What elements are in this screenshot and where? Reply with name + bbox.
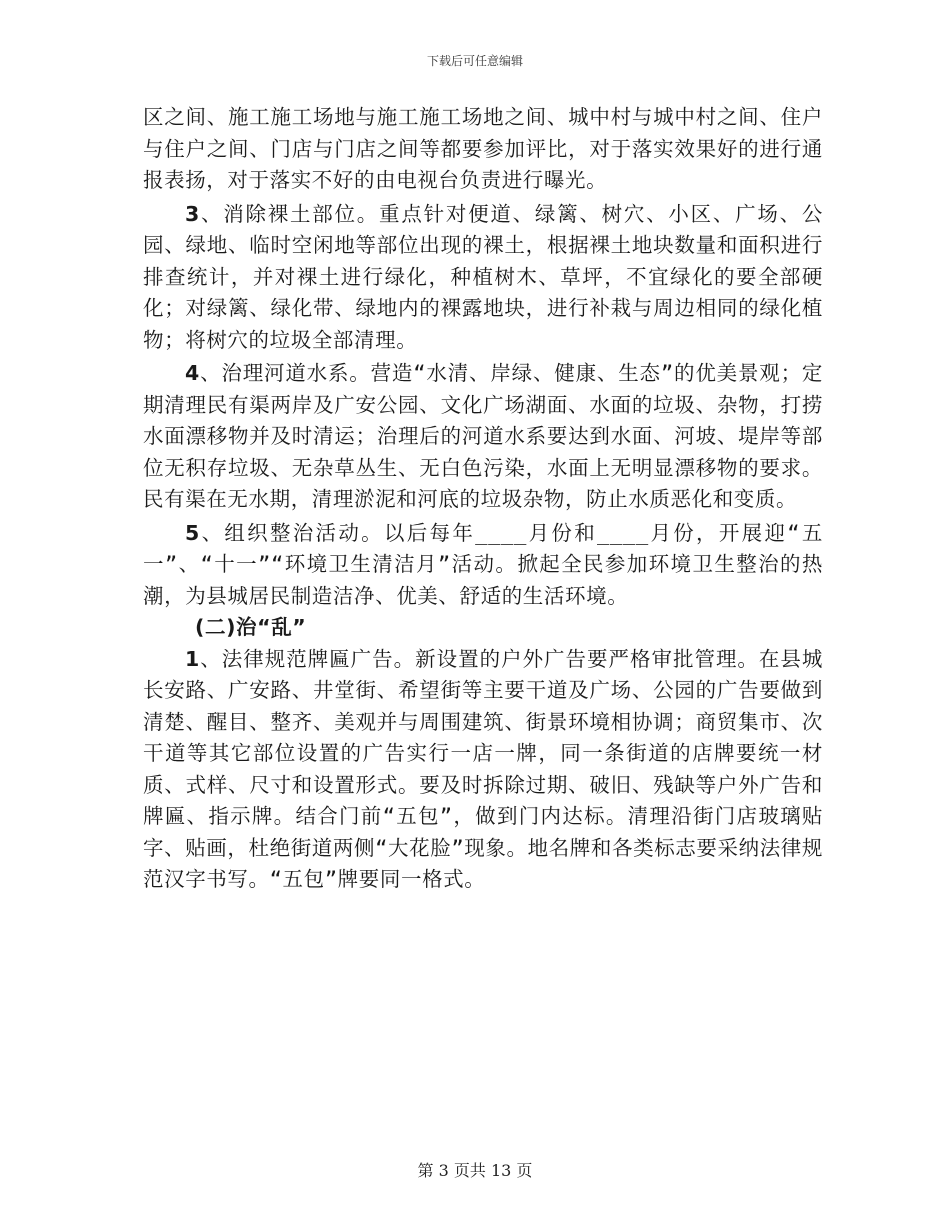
item-number: 1 bbox=[185, 646, 200, 671]
section-heading: (二)治“乱” bbox=[195, 615, 307, 639]
item-number: 3 bbox=[185, 201, 200, 226]
item-number: 5 bbox=[185, 520, 200, 545]
document-body bbox=[143, 102, 823, 896]
paragraph-text: 区之间、施工施工场地与施工施工场地之间、城中村与城中村之间、住户与住户之间、门店与门店之间等都要参加评比，对于落实效果好的进行通报表扬，对于落实不好的由电视台负责进行曝光。 bbox=[143, 105, 823, 192]
paragraph-text: 、组织整治活动。以后每年____月份和____月份，开展迎“五一”、“十一”“环境卫生清洁月”活动。掀起全民参加环境卫生整治的热潮，为县城居民制造洁净、优美、舒适的生活环境。 bbox=[143, 520, 823, 608]
paragraph-continued bbox=[143, 102, 823, 197]
paragraph-text: 、治理河道水系。营造“水清、岸绿、健康、生态”的优美景观；定期清理民有渠两岸及广安公园、文化广场湖面、水面的垃圾、杂物，打捞水面漂移物并及时清运；治理后的河道水系要达到水面、河坡、堤岸等部位无积存垃圾、无杂草丛生、无白色污染，水面上无明显漂移物的要求。民有渠在无水期，清理淤泥和河底的垃圾杂物，防止水质恶化和变质。 bbox=[143, 361, 823, 511]
paragraph-item-3 bbox=[143, 199, 823, 357]
paragraph-text: 、法律规范牌匾广告。新设置的户外广告要严格审批管理。在县城长安路、广安路、井堂街、希望街等主要干道及广场、公园的广告要做到清楚、醒目、整齐、美观并与周围建筑、街景环境相协调；商贸集市、次干道等其它部位设置的广告实行一店一牌，同一条街道的店牌要统一材质、式样、尺寸和设置形式。要及时拆除过期、破旧、残缺等户外广告和牌匾、指示牌。结合门前“五包”，做到门内达标。清理沿街门店玻璃贴字、贴画，杜绝街道两侧“大花脸”现象。地名牌和各类标志要采纳法律规范汉字书写。“五包”牌要同一格式。 bbox=[143, 646, 823, 891]
paragraph-item-1 bbox=[143, 644, 823, 896]
paragraph-item-4 bbox=[143, 358, 823, 516]
page-header-note: 下载后可任意编辑 bbox=[426, 54, 523, 68]
paragraph-item-5 bbox=[143, 518, 823, 613]
paragraph-text: 、消除裸土部位。重点针对便道、绿篱、树穴、小区、广场、公园、绿地、临时空闲地等部位出现的裸土，根据裸土地块数量和面积进行排查统计，并对裸土进行绿化，种植树木、草坪，不宜绿化的要全部硬化；对绿篱、绿化带、绿地内的裸露地块，进行补栽与周边相同的绿化植物；将树穴的垃圾全部清理。 bbox=[143, 201, 823, 352]
page-number-footer: 第 3 页共 13 页 bbox=[417, 1161, 533, 1180]
item-number: 4 bbox=[185, 361, 200, 385]
